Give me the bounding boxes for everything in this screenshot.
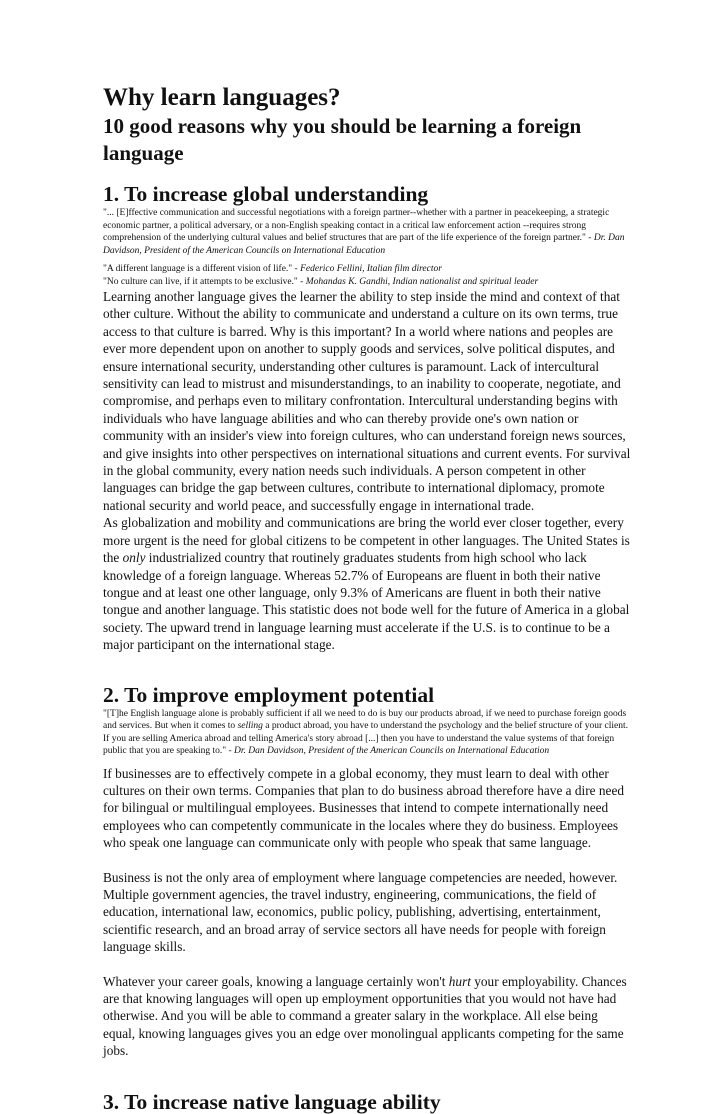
quote-attribution: Federico Fellini, Italian film director	[300, 264, 442, 274]
section-heading: 1. To increase global understanding	[103, 182, 429, 206]
body-paragraph: Business is not the only area of employment where language competencies are needed, however. Multiple government agencies, the travel industry, engineering, communications, the field of education, international law, economics, public policy, publishing, advertising, entertainment, scientific research, and an broad array of service sectors all have needs for people with foreign language skills.	[103, 869, 618, 955]
quote-fellini: "A different language is a different vision of life." - Federico Fellini, Italian film director	[103, 264, 442, 274]
quote-gandhi: "No culture can live, if it attempts to be exclusive." - Mohandas K. Gandhi, Indian nationalist and spiritual leader	[103, 276, 539, 287]
section-heading: 3. To increase native language ability	[103, 1089, 441, 1114]
body-paragraph: Whatever your career goals, knowing a language certainly won't hurt your employability. Chances are that knowing languages will open up employment opportunities that you would not have had otherwise. And you will be able to command a greater salary in the workplace. All else being equal, knowing languages gives you an edge over monolingual applicants competing for the same jobs.	[103, 973, 627, 1059]
quote-davidson: "... [E]ffective communication and successful negotiations with a foreign partner--whether with a partner in peacekeeping, a strategic economic partner, a political adversary, or a non-English speaking contact in a critical law enforcement action --requires strong comprehension of the underlying cultural values and belief structures that are part of the life experience of the foreign partner." - Dr. Dan Davidson, President of the American Councils on International Education	[103, 208, 625, 256]
quote-attribution: Dr. Dan Davidson, President of the American Councils on International Education	[103, 233, 625, 256]
body-paragraph: As globalization and mobility and communications are bring the world ever closer together, every more urgent is the need for global citizens to be competent in other languages. The United States is the only industrialized country that routinely graduates students from high school who lack knowledge of a foreign language. Whereas 52.7% of Europeans are fluent in both their native tongue and at least one other language, only 9.3% of Americans are fluent in both their native tongue and another language. This statistic does not bode well for the future of America in a global society. The upward trend in language learning must accelerate if the U.S. is to continue to be a major participant on the international stage.	[103, 515, 630, 653]
section-heading: 2. To improve employment potential	[103, 682, 435, 707]
page-title: Why learn languages?	[103, 84, 341, 111]
body-paragraph: If businesses are to effectively compete in a global economy, they must learn to deal with other cultures on their own terms. Companies that plan to do business abroad therefore have a dire need for bilingual or multilingual employees. Businesses that intend to compete internationally need employees who can competently communicate in the locales where they do business. Employees who speak one language can communicate only with people who speak that same language.	[103, 765, 625, 851]
quote-attribution: Dr. Dan Davidson, President of the American Councils on International Education	[234, 746, 550, 757]
page-subtitle: 10 good reasons why you should be learning a foreign language	[103, 114, 582, 165]
quote-davidson-2: "[T]he English language alone is probably sufficient if all we need to do is buy our products abroad, if we need to purchase foreign goods and services. But when it comes to selling a product abroad, you have to understand the psychology and the belief structure of your client. If you are selling America abroad and telling America's story abroad [...] then you have to understand the value systems of that foreign public that you are speaking to." - Dr. Dan Davidson, President of the American Councils on International Education	[103, 708, 629, 757]
quote-attribution: Mohandas K. Gandhi, Indian nationalist and spiritual leader	[305, 276, 539, 287]
section-native-language	[103, 1090, 633, 1114]
section-employment-potential	[103, 683, 633, 1060]
section-global-understanding	[103, 182, 633, 654]
body-paragraph: Learning another language gives the learner the ability to step inside the mind and context of that other culture. Without the ability to communicate and understand a culture on its own terms, true access to that culture is barred. Why is this important? In a world where nations and peoples are ever more dependent upon on another to supply goods and services, solve political disputes, and ensure international security, understanding other cultures is paramount. Lack of intercultural sensitivity can lead to mistrust and misunderstandings, to an inability to cooperate, negotiate, and compromise, and perhaps even to military confrontation. Intercultural understanding begins with individuals who have language abilities and who can thereby provide one's own nation or community with an insider's view into foreign cultures, who can understand foreign news sources, and give insights into other perspectives on international situations and current events. For survival in the global community, every nation needs such individuals. A person competent in other languages can bridge the gap between cultures, contribute to international diplomacy, promote national security and world peace, and successfully engage in international trade.	[103, 289, 631, 513]
document-page	[103, 84, 633, 1114]
